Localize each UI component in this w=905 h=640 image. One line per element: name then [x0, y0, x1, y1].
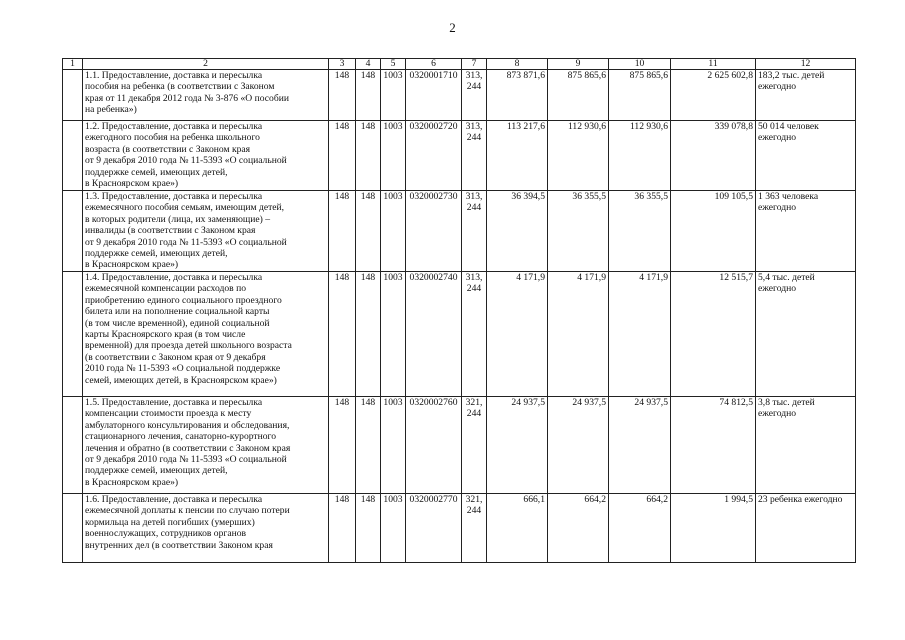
amount-year-2: 4 171,9 — [548, 272, 609, 397]
header-cell: 11 — [671, 59, 756, 70]
amount-year-2: 875 865,6 — [548, 70, 609, 121]
expected-result: 1 363 человека ежегодно — [756, 191, 856, 272]
amount-total: 2 625 602,8 — [671, 70, 756, 121]
expected-result: 5,4 тыс. детей ежегодно — [756, 272, 856, 397]
amount-year-2: 36 355,5 — [548, 191, 609, 272]
row-index-cell — [63, 70, 83, 121]
amount-year-1: 36 394,5 — [487, 191, 548, 272]
header-cell: 10 — [609, 59, 671, 70]
budget-table — [62, 58, 856, 563]
header-cell: 4 — [356, 59, 381, 70]
section-code: 1003 — [381, 272, 406, 397]
grbs-code: 148 — [356, 494, 381, 563]
amount-total: 109 105,5 — [671, 191, 756, 272]
table-row — [63, 191, 856, 272]
expense-type-code: 321, 244 — [462, 494, 487, 563]
measure-description: 1.1. Предоставление, доставка и пересылка пособия на ребенка (в соответствии с Законом края от 11 декабря 2012 года № 3-876 «О пособии на ребенка») — [83, 70, 329, 121]
amount-year-3: 4 171,9 — [609, 272, 671, 397]
section-code: 1003 — [381, 191, 406, 272]
row-index-cell — [63, 272, 83, 397]
header-cell: 9 — [548, 59, 609, 70]
amount-year-3: 664,2 — [609, 494, 671, 563]
table-row — [63, 397, 856, 494]
table-row — [63, 70, 856, 121]
header-cell: 12 — [756, 59, 856, 70]
amount-year-3: 112 930,6 — [609, 121, 671, 191]
grbs-code: 148 — [356, 121, 381, 191]
header-cell: 7 — [462, 59, 487, 70]
target-article-code: 0320002760 — [406, 397, 462, 494]
row-index-cell — [63, 121, 83, 191]
amount-year-2: 112 930,6 — [548, 121, 609, 191]
amount-year-2: 24 937,5 — [548, 397, 609, 494]
section-code: 1003 — [381, 70, 406, 121]
table-row — [63, 121, 856, 191]
row-index-cell — [63, 191, 83, 272]
grbs-code: 148 — [356, 272, 381, 397]
header-cell: 6 — [406, 59, 462, 70]
expense-type-code: 313, 244 — [462, 191, 487, 272]
header-cell: 3 — [329, 59, 356, 70]
expected-result: 23 ребенка ежегодно — [756, 494, 856, 563]
expected-result: 3,8 тыс. детей ежегодно — [756, 397, 856, 494]
table-header-row — [63, 59, 856, 70]
expense-type-code: 321, 244 — [462, 397, 487, 494]
amount-year-1: 666,1 — [487, 494, 548, 563]
measure-description: 1.6. Предоставление, доставка и пересылка ежемесячной доплаты к пенсии по случаю потери кормильца на детей погибших (умерших) военнослужащих, сотрудников органов внутренних дел (в соответствии Законом края — [83, 494, 329, 563]
header-cell: 8 — [487, 59, 548, 70]
section-code: 1003 — [381, 121, 406, 191]
header-cell: 1 — [63, 59, 83, 70]
gr-code: 148 — [329, 494, 356, 563]
grbs-code: 148 — [356, 397, 381, 494]
page-number: 2 — [449, 20, 456, 35]
amount-total: 1 994,5 — [671, 494, 756, 563]
amount-total: 74 812,5 — [671, 397, 756, 494]
amount-year-1: 113 217,6 — [487, 121, 548, 191]
amount-year-3: 875 865,6 — [609, 70, 671, 121]
gr-code: 148 — [329, 70, 356, 121]
expense-type-code: 313, 244 — [462, 272, 487, 397]
measure-description: 1.3. Предоставление, доставка и пересылка ежемесячного пособия семьям, имеющим детей, в которых родители (лица, их заменяющие) – инвалиды (в соответствии с Законом края от 9 декабря 2010 года № 11-5393 «О социальной поддержке семей, имеющих детей, в Красноярском крае») — [83, 191, 329, 272]
target-article-code: 0320001710 — [406, 70, 462, 121]
gr-code: 148 — [329, 191, 356, 272]
expected-result: 183,2 тыс. детей ежегодно — [756, 70, 856, 121]
header-cell: 5 — [381, 59, 406, 70]
target-article-code: 0320002730 — [406, 191, 462, 272]
expected-result: 50 014 человек ежегодно — [756, 121, 856, 191]
target-article-code: 0320002770 — [406, 494, 462, 563]
gr-code: 148 — [329, 121, 356, 191]
grbs-code: 148 — [356, 70, 381, 121]
section-code: 1003 — [381, 397, 406, 494]
amount-year-1: 873 871,6 — [487, 70, 548, 121]
grbs-code: 148 — [356, 191, 381, 272]
target-article-code: 0320002720 — [406, 121, 462, 191]
expense-type-code: 313, 244 — [462, 70, 487, 121]
section-code: 1003 — [381, 494, 406, 563]
table-row — [63, 494, 856, 563]
amount-total: 12 515,7 — [671, 272, 756, 397]
row-index-cell — [63, 494, 83, 563]
measure-description: 1.5. Предоставление, доставка и пересылка компенсации стоимости проезда к месту амбулаторного консультирования и обследования, стационарного лечения, санаторно-курортного лечения и обратно (в соответствии с Законом края от 9 декабря 2010 года № 11-5393 «О социальной поддержке семей, имеющих детей, в Красноярском крае») — [83, 397, 329, 494]
amount-year-3: 36 355,5 — [609, 191, 671, 272]
measure-description: 1.2. Предоставление, доставка и пересылка ежегодного пособия на ребенка школьного возраста (в соответствии с Законом края от 9 декабря 2010 года № 11-5393 «О социальной поддержке семей, имеющих детей, в Красноярском крае») — [83, 121, 329, 191]
amount-year-1: 4 171,9 — [487, 272, 548, 397]
table-row — [63, 272, 856, 397]
measure-description: 1.4. Предоставление, доставка и пересылка ежемесячной компенсации расходов по приобретению единого социального проездного билета или на пополнение социальной карты (в том числе временной), единой социальной карты Красноярского края (в том числе временной) для проезда детей школьного возраста (в соответствии с Законом края от 9 декабря 2010 года № 11-5393 «О социальной поддержке семей, имеющих детей, в Красноярском крае») — [83, 272, 329, 397]
target-article-code: 0320002740 — [406, 272, 462, 397]
gr-code: 148 — [329, 272, 356, 397]
amount-total: 339 078,8 — [671, 121, 756, 191]
expense-type-code: 313, 244 — [462, 121, 487, 191]
gr-code: 148 — [329, 397, 356, 494]
amount-year-1: 24 937,5 — [487, 397, 548, 494]
row-index-cell — [63, 397, 83, 494]
amount-year-3: 24 937,5 — [609, 397, 671, 494]
amount-year-2: 664,2 — [548, 494, 609, 563]
header-cell: 2 — [83, 59, 329, 70]
